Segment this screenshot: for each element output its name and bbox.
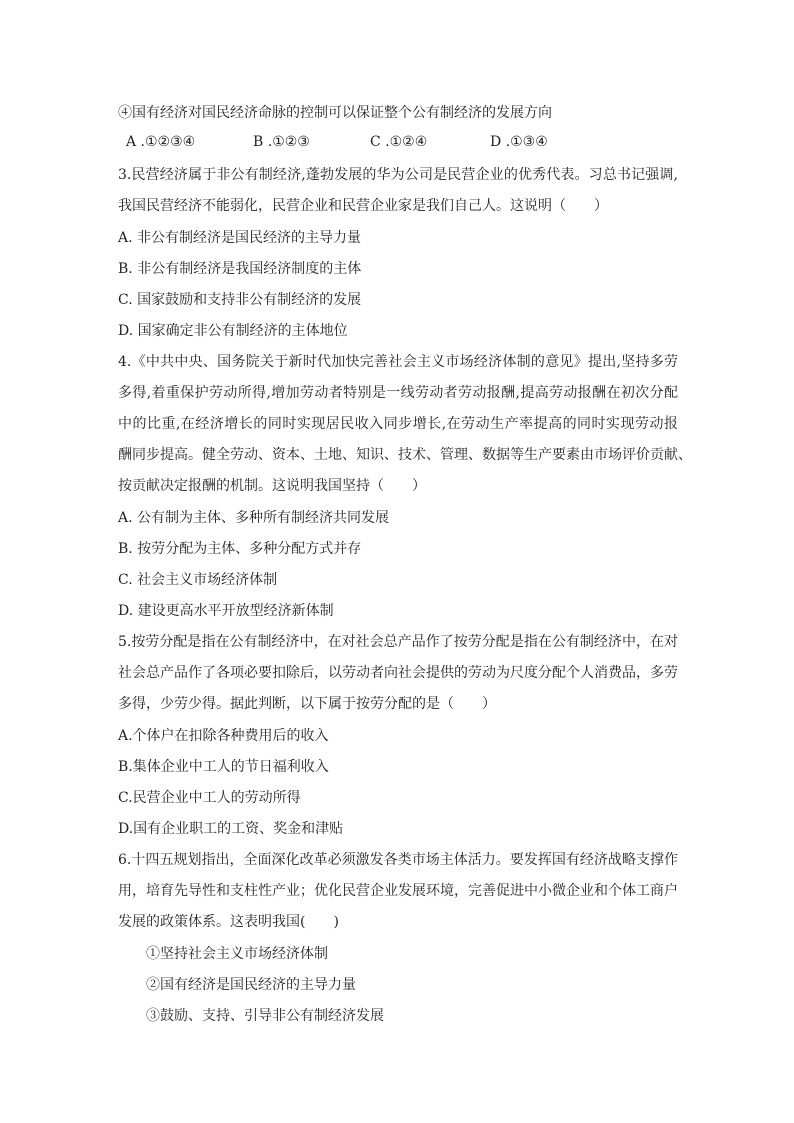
q4-option-d: D. 建设更高水平开放型经济新体制 xyxy=(118,603,334,619)
q2-options xyxy=(126,132,548,152)
q4-stem-line: 多得,着重保护劳动所得,增加劳动者特别是一线劳动者劳动报酬,提高劳动报酬在初次分配 xyxy=(118,385,678,401)
q6-statement-2: ②国有经济是国民经济的主导力量 xyxy=(146,977,356,993)
q4-option-b: B. 按劳分配为主体、多种分配方式并存 xyxy=(118,541,362,557)
q4-stem-line: 酬同步提高。健全劳动、资本、土地、知识、技术、管理、数据等生产要素由市场评价贡献、 xyxy=(118,447,692,463)
q3-option-a: A. 非公有制经济是国民经济的主导力量 xyxy=(118,230,362,246)
q5-option-d: D.国有企业职工的工资、奖金和津贴 xyxy=(118,821,344,837)
q5-stem-line: 社会总产品作了各项必要扣除后，以劳动者向社会提供的劳动为尺度分配个人消费品，多劳 xyxy=(118,665,678,681)
q4-option-c: C. 社会主义市场经济体制 xyxy=(118,572,278,588)
q3-option-b: B. 非公有制经济是我国经济制度的主体 xyxy=(118,261,362,277)
q6-stem-line: 用，培育先导性和支柱性产业；优化民营企业发展环境，完善促进中小微企业和个体工商户 xyxy=(118,883,678,899)
q5-stem-line: 多得，少劳少得。据此判断，以下属于按劳分配的是（ ） xyxy=(118,696,496,712)
q3-stem-line-2: 我国民营经济不能弱化，民营企业和民营企业家是我们自己人。这说明（ ） xyxy=(118,198,608,214)
q6-stem-line: 6.十四五规划指出，全面深化改革必须激发各类市场主体活力。要发挥国有经济战略支撑作 xyxy=(118,852,678,868)
q4-stem-line: 4.《中共中央、国务院关于新时代加快完善社会主义市场经济体制的意见》提出,坚持多劳 xyxy=(118,354,678,370)
q6-stem-line: 发展的政策体系。这表明我国( ) xyxy=(118,914,339,930)
q5-option-a: A.个体户在扣除各种费用后的收入 xyxy=(118,728,329,744)
q3-option-c: C. 国家鼓励和支持非公有制经济的发展 xyxy=(118,292,362,308)
q4-stem-line: 中的比重,在经济增长的同时实现居民收入同步增长,在劳动生产率提高的同时实现劳动报 xyxy=(118,416,678,432)
q5-stem-line: 5.按劳分配是指在公有制经济中，在对社会总产品作了按劳分配是指在公有制经济中，在对 xyxy=(118,634,678,650)
q2-option-b: B .①②③ xyxy=(253,134,310,150)
q3-option-d: D. 国家确定非公有制经济的主体地位 xyxy=(118,323,348,339)
q2-statement-4: ④国有经济对国民经济命脉的控制可以保证整个公有制经济的发展方向 xyxy=(118,105,552,121)
q6-statement-3: ③鼓励、支持、引导非公有制经济发展 xyxy=(146,1008,384,1024)
q6-statement-1: ①坚持社会主义市场经济体制 xyxy=(146,946,328,962)
q2-option-c: C .①②④ xyxy=(370,134,428,150)
q4-stem-line: 按贡献决定报酬的机制。这说明我国坚持（ ） xyxy=(118,478,426,494)
q5-option-b: B.集体企业中工人的节日福利收入 xyxy=(118,759,329,775)
q4-option-a: A. 公有制为主体、多种所有制经济共同发展 xyxy=(118,510,390,526)
q2-option-a: A .①②③④ xyxy=(126,134,196,150)
q5-option-c: C.民营企业中工人的劳动所得 xyxy=(118,790,301,806)
q2-option-d: D .①③④ xyxy=(490,134,548,150)
q3-stem-line-1: 3.民营经济属于非公有制经济,蓬勃发展的华为公司是民营企业的优秀代表。习总书记强调, xyxy=(118,167,678,183)
